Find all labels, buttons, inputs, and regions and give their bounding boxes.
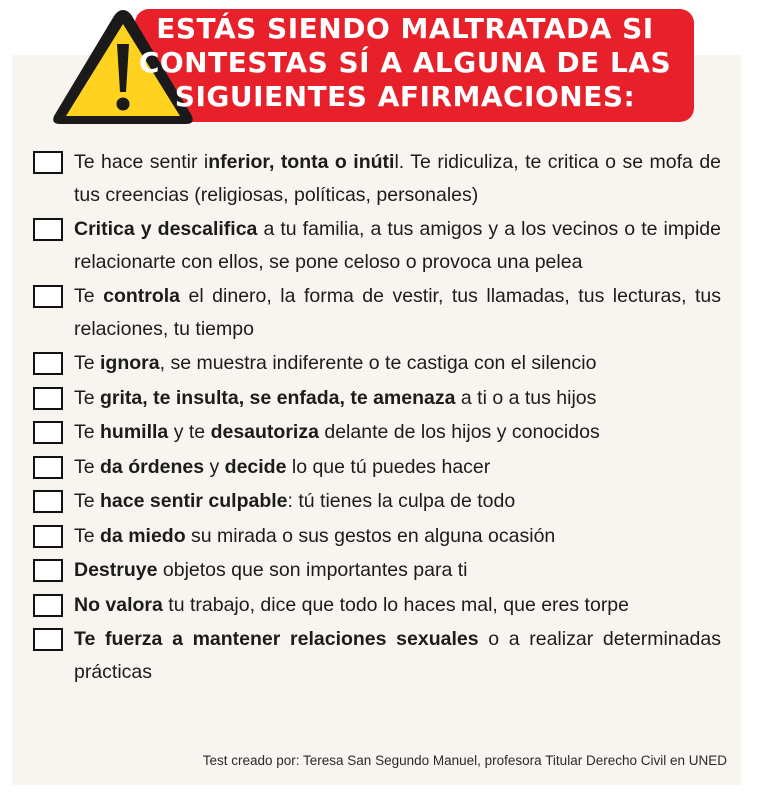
- checklist-item: Te controla el dinero, la forma de vestir, tus llamadas, tus lecturas, tus relaciones, tu tiempo: [33, 280, 721, 345]
- checkbox[interactable]: [33, 490, 63, 513]
- checklist-item: No valora tu trabajo, dice que todo lo haces mal, que eres torpe: [33, 589, 721, 622]
- checklist-item: Te ignora, se muestra indiferente o te castiga con el silencio: [33, 347, 721, 380]
- checkbox[interactable]: [33, 285, 63, 308]
- author-credit: Test creado por: Teresa San Segundo Manuel, profesora Titular Derecho Civil en UNED: [202, 753, 727, 768]
- title-line-2: CONTESTAS SÍ A ALGUNA DE LAS: [138, 46, 672, 79]
- checkbox[interactable]: [33, 151, 63, 174]
- checkbox[interactable]: [33, 628, 63, 651]
- checkbox[interactable]: [33, 594, 63, 617]
- checklist-item: Te da miedo su mirada o sus gestos en alguna ocasión: [33, 520, 721, 553]
- checklist-item: Te grita, te insulta, se enfada, te amenaza a ti o a tus hijos: [33, 382, 721, 415]
- page-title: [135, 12, 675, 114]
- checklist-item: Te da órdenes y decide lo que tú puedes hacer: [33, 451, 721, 484]
- checkbox[interactable]: [33, 559, 63, 582]
- checklist-item: Critica y descalifica a tu familia, a tus amigos y a los vecinos o te impide relacionarte con ellos, se pone celoso o provoca una pelea: [33, 213, 721, 278]
- title-line-3: SIGUIENTES AFIRMACIONES:: [174, 80, 636, 113]
- checklist-item: Te humilla y te desautoriza delante de los hijos y conocidos: [33, 416, 721, 449]
- checklist: [33, 146, 721, 690]
- checklist-item: Te hace sentir inferior, tonta o inútil. Te ridiculiza, te critica o se mofa de tus creencias (religiosas, políticas, personales): [33, 146, 721, 211]
- checkbox[interactable]: [33, 421, 63, 444]
- checkbox[interactable]: [33, 525, 63, 548]
- checklist-item: Destruye objetos que son importantes para ti: [33, 554, 721, 587]
- checklist-item: Te fuerza a mantener relaciones sexuales o a realizar determinadas prácticas: [33, 623, 721, 688]
- title-line-1: ESTÁS SIENDO MALTRATADA SI: [156, 12, 654, 45]
- checklist-item: Te hace sentir culpable: tú tienes la culpa de todo: [33, 485, 721, 518]
- checkbox[interactable]: [33, 218, 63, 241]
- checkbox[interactable]: [33, 387, 63, 410]
- checkbox[interactable]: [33, 456, 63, 479]
- checkbox[interactable]: [33, 352, 63, 375]
